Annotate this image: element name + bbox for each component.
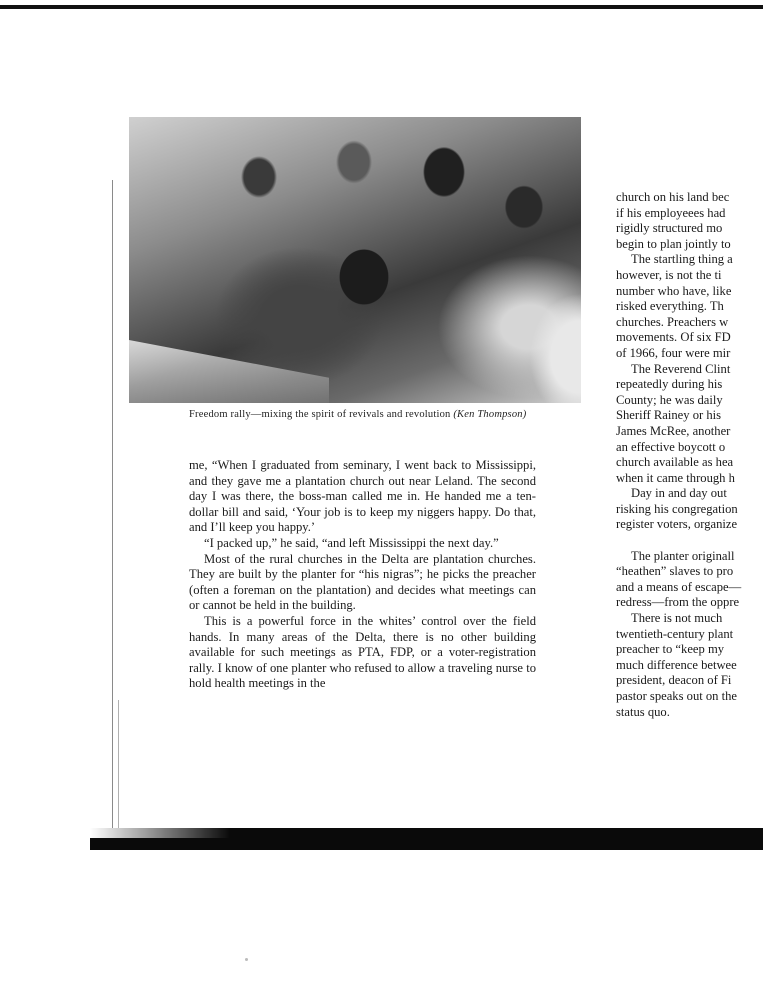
text-line: repeatedly during his xyxy=(616,377,723,392)
text-line: risked everything. Th xyxy=(616,299,724,314)
text-line: The Reverend Clint xyxy=(631,361,731,376)
text-line: redress—from the oppre xyxy=(616,595,740,610)
text-line: number who have, like xyxy=(616,283,732,298)
text-line: The startling thing a xyxy=(631,252,733,267)
caption-text: Freedom rally—mixing the spirit of revivals and revolution xyxy=(189,409,451,420)
text-line: and a means of escape— xyxy=(616,579,742,594)
gutter-line xyxy=(112,180,113,830)
text-line: James McRee, another xyxy=(616,423,731,438)
text-line xyxy=(616,533,763,549)
paragraph: me, “When I graduated from seminary, I went back to Mississippi, and they gave me a plantation church out near Leland. The second day I was there, the boss-man called me in. He handed me a ten-dollar bill and said, ‘Your job is to keep my niggers happy. Do that, and I’ll keep you happy.’ xyxy=(189,458,536,535)
text-line: rigidly structured mo xyxy=(616,221,723,236)
page-top-margin xyxy=(0,0,763,5)
text-line: begin to plan jointly to xyxy=(616,236,731,251)
text-line: status quo. xyxy=(616,704,670,719)
scan-speck xyxy=(245,958,248,961)
paragraph: Most of the rural churches in the Delta are plantation churches. They are built by the planter for “his nigras”; he picks the preacher (often a foreman on the plantation) and decides what meetings can or cannot be held in the building. xyxy=(189,551,536,613)
text-line: of 1966, four were mir xyxy=(616,345,731,360)
text-line: pastor speaks out on the xyxy=(616,689,738,703)
text-line: register voters, organize xyxy=(616,517,738,532)
photo-credit: (Ken Thompson) xyxy=(453,409,527,420)
text-line: when it came through h xyxy=(616,470,735,485)
text-line: churches. Preachers w xyxy=(616,314,729,329)
text-line: movements. Of six FD xyxy=(616,330,731,345)
left-text-column xyxy=(189,458,536,692)
text-line: president, deacon of Fi xyxy=(616,673,732,688)
text-line: if his employeees had xyxy=(616,205,726,220)
text-line: “heathen” slaves to pro xyxy=(616,564,734,579)
text-line: church available as hea xyxy=(616,455,734,470)
text-line: preacher to “keep my xyxy=(616,642,725,657)
text-line: much difference betwee xyxy=(616,657,737,672)
text-line: an effective boycott o xyxy=(616,439,726,454)
text-line: There is not much xyxy=(631,611,723,626)
text-line: Sheriff Rainey or his xyxy=(616,408,722,423)
text-line: however, is not the ti xyxy=(616,267,722,282)
right-text-column-cropped xyxy=(616,190,763,720)
text-line: twentieth-century plant xyxy=(616,626,734,641)
gutter-line-lower xyxy=(118,700,119,830)
text-line: The planter originall xyxy=(631,548,735,563)
text-line: County; he was daily xyxy=(616,392,723,407)
photo-caption xyxy=(189,408,549,422)
text-line: church on his land bec xyxy=(616,190,730,204)
paragraph: This is a powerful force in the whites’ control over the field hands. In many areas of the Delta, there is no other building available for such meetings as PTA, FDP, or a voter-registration rally. I know of one planter who refused to allow a traveling nurse to hold health meetings in the xyxy=(189,613,536,691)
page-bottom-edge-taper xyxy=(90,828,230,838)
paragraph: “I packed up,” he said, “and left Mississippi the next day.” xyxy=(204,535,499,550)
text-line: Day in and day out xyxy=(631,486,727,501)
text-line: risking his congregation xyxy=(616,501,738,516)
